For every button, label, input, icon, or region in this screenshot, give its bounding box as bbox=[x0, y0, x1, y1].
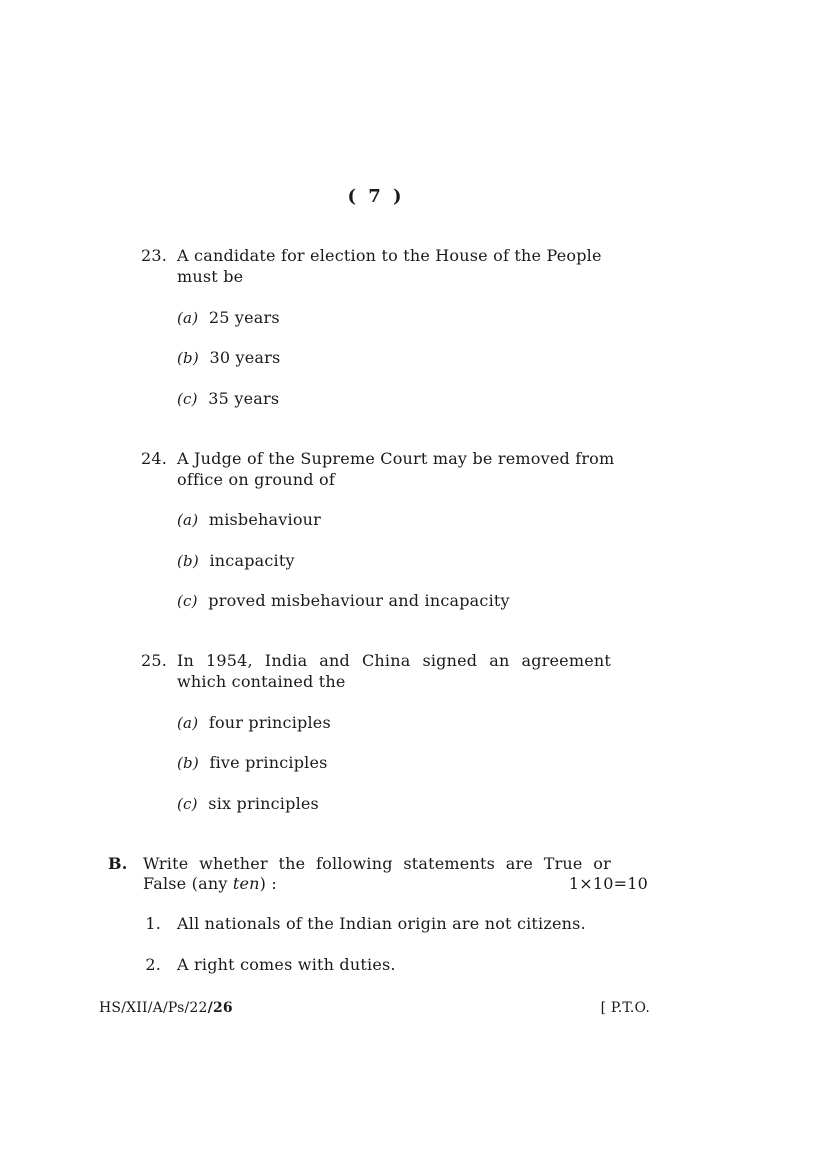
option-a bbox=[177, 308, 280, 327]
option-letter: (b) bbox=[177, 754, 199, 772]
question-text: A Judge of the Supreme Court may be removed from bbox=[177, 449, 615, 468]
option-b bbox=[177, 753, 328, 772]
section-instruction: Write whether the following statements are True or bbox=[143, 854, 611, 873]
option-letter: (b) bbox=[177, 349, 199, 367]
statement-text: A right comes with duties. bbox=[177, 955, 396, 974]
option-c bbox=[177, 389, 279, 408]
question-number: 23. bbox=[140, 246, 167, 265]
page-number: ( 7 ) bbox=[347, 186, 405, 207]
instruction-text: False (any bbox=[143, 874, 233, 893]
option-text: misbehaviour bbox=[208, 510, 322, 529]
option-letter: (c) bbox=[177, 795, 198, 813]
option-letter: (c) bbox=[177, 592, 198, 610]
question-text-continued: must be bbox=[177, 267, 244, 286]
option-letter: (a) bbox=[177, 714, 199, 732]
question-text-continued: office on ground of bbox=[177, 470, 335, 489]
question-text: A candidate for election to the House of the People bbox=[177, 246, 602, 265]
option-letter: (b) bbox=[177, 552, 199, 570]
option-letter: (c) bbox=[177, 390, 198, 408]
option-text: 25 years bbox=[208, 308, 280, 327]
statement-text: All nationals of the Indian origin are not citizens. bbox=[177, 914, 586, 933]
option-text: four principles bbox=[208, 713, 331, 732]
option-b bbox=[177, 551, 295, 570]
section-instruction-continued bbox=[143, 874, 277, 893]
option-text: 30 years bbox=[209, 348, 281, 367]
option-c bbox=[177, 591, 510, 610]
question-number: 24. bbox=[140, 449, 167, 468]
option-b bbox=[177, 348, 280, 367]
question-text: In 1954, India and China signed an agreement bbox=[177, 651, 611, 670]
instruction-text-end: ) : bbox=[259, 874, 277, 893]
question-number: 25. bbox=[140, 651, 167, 670]
option-a bbox=[177, 510, 321, 529]
paper-code bbox=[99, 1000, 233, 1016]
option-letter: (a) bbox=[177, 511, 199, 529]
option-text: proved misbehaviour and incapacity bbox=[208, 591, 510, 610]
option-text: incapacity bbox=[209, 551, 295, 570]
section-marks: 1×10=10 bbox=[568, 874, 648, 893]
option-text: six principles bbox=[208, 794, 319, 813]
paper-code-prefix: HS/XII/A/Ps/22 bbox=[99, 1000, 208, 1016]
option-text: 35 years bbox=[208, 389, 280, 408]
section-label: B. bbox=[108, 854, 128, 873]
option-text: five principles bbox=[209, 753, 328, 772]
pto-label: [ P.T.O. bbox=[600, 1000, 650, 1016]
option-c bbox=[177, 794, 319, 813]
instruction-emphasis: ten bbox=[232, 874, 260, 893]
option-a bbox=[177, 713, 331, 732]
statement-number: 1. bbox=[145, 914, 161, 933]
question-text-continued: which contained the bbox=[177, 672, 346, 691]
paper-code-suffix: /26 bbox=[207, 1000, 233, 1016]
statement-number: 2. bbox=[145, 955, 161, 974]
option-letter: (a) bbox=[177, 309, 199, 327]
